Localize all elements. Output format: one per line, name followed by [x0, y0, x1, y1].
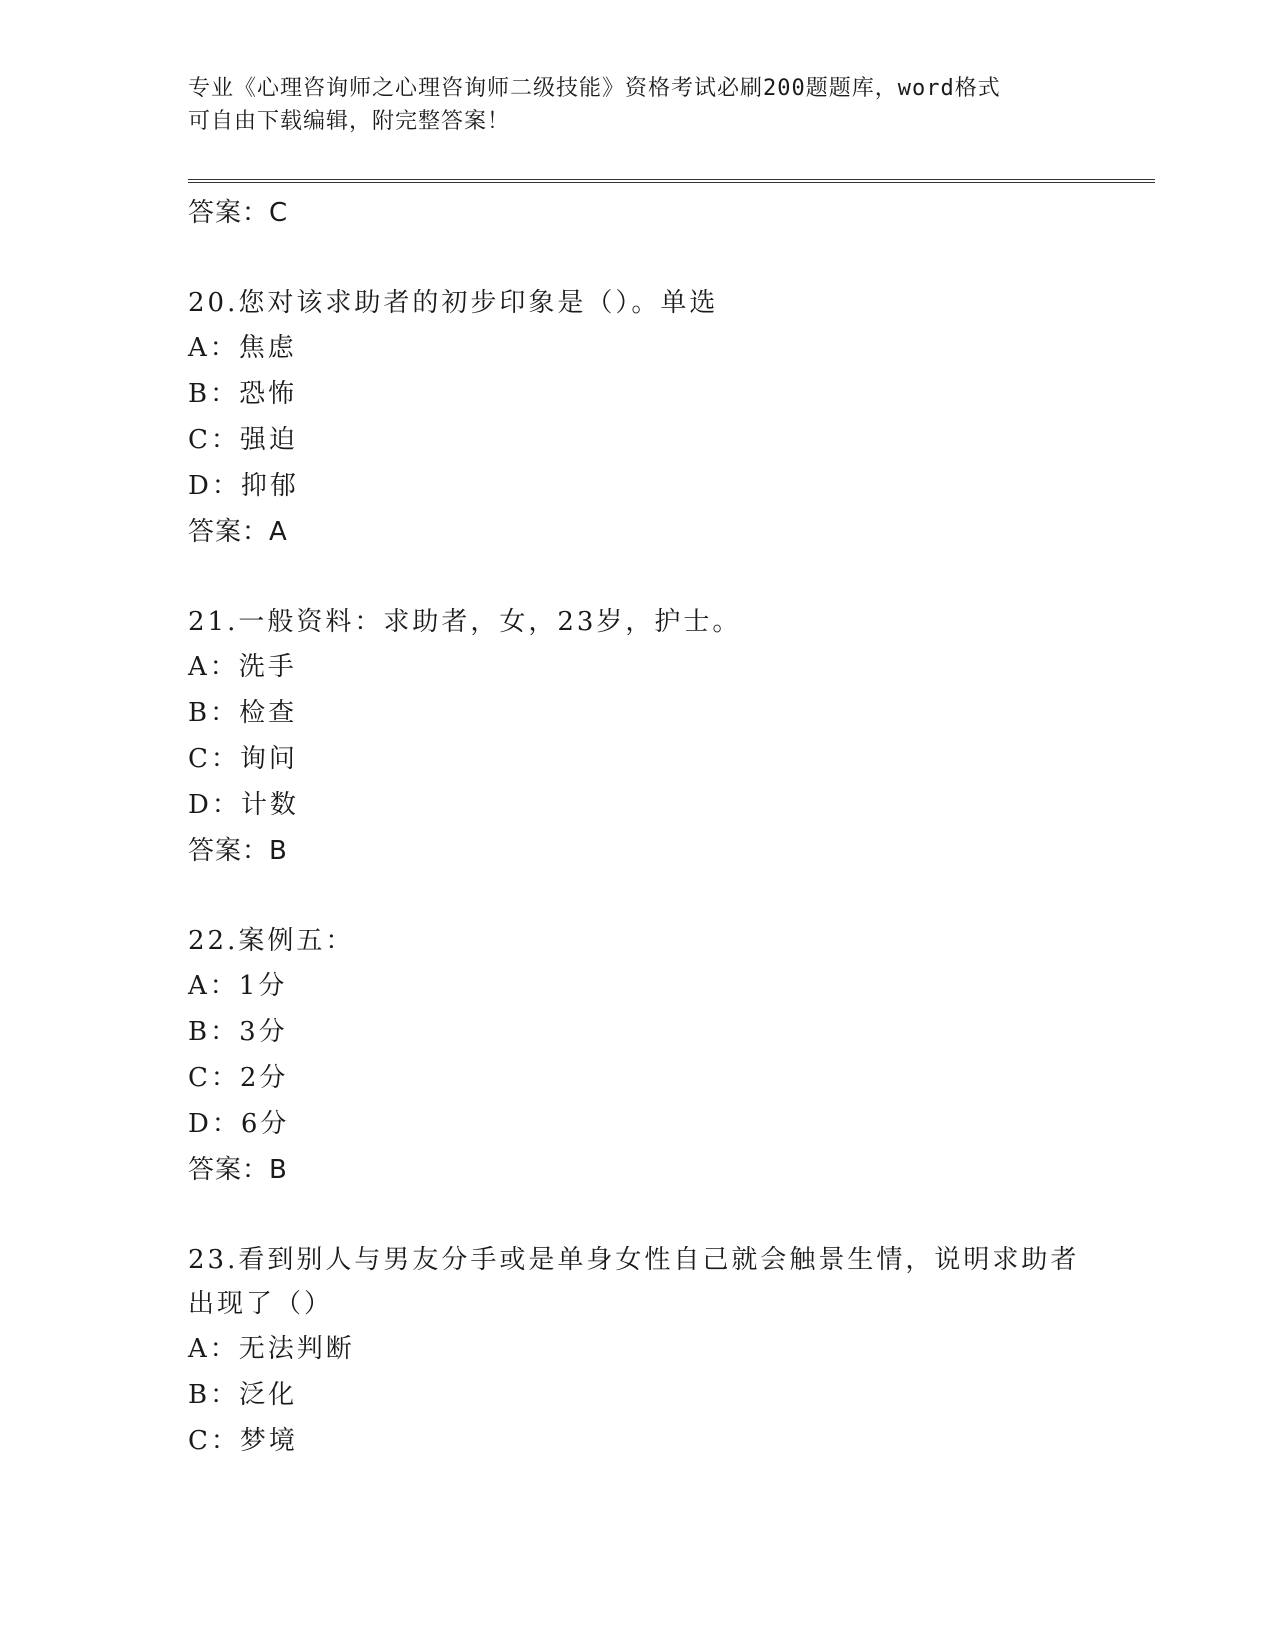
- option-b: B：检查: [188, 698, 298, 728]
- option-b: B：3分: [188, 1017, 288, 1047]
- question-stem: 21.一般资料：求助者，女，23岁，护士。: [188, 607, 742, 637]
- header-divider: [188, 179, 1155, 183]
- option-d: D：6分: [188, 1109, 290, 1139]
- option-d: D：抑郁: [188, 471, 299, 501]
- option-c: C：询问: [188, 744, 298, 774]
- question-stem: 20.您对该求助者的初步印象是（）。单选: [188, 288, 719, 318]
- option-d: D：计数: [188, 790, 299, 820]
- option-c: C：强迫: [188, 425, 298, 455]
- option-a: A：1分: [188, 971, 288, 1001]
- option-b: B：泛化: [188, 1380, 298, 1410]
- question-stem: 23.看到别人与男友分手或是单身女性自己就会触景生情，说明求助者出现了（）: [188, 1245, 1080, 1319]
- option-a: A：焦虑: [188, 333, 297, 363]
- question-stem: 22.案例五：: [188, 926, 355, 956]
- answer-line: 答案：C: [188, 198, 289, 228]
- question-20: [188, 281, 1088, 555]
- option-c: C：梦境: [188, 1426, 298, 1456]
- header-line-1: 专业《心理咨询师之心理咨询师二级技能》资格考试必刷200题题库，word格式: [188, 76, 1001, 101]
- option-c: C：2分: [188, 1063, 289, 1093]
- header-line-2: 可自由下载编辑，附完整答案！: [188, 109, 511, 134]
- answer-line: 答案：B: [188, 1155, 288, 1185]
- answer-line: 答案：A: [188, 517, 288, 547]
- option-a: A：无法判断: [188, 1334, 355, 1364]
- option-a: A：洗手: [188, 652, 297, 682]
- question-21: [188, 600, 1088, 874]
- option-b: B：恐怖: [188, 379, 298, 409]
- question-list: [188, 190, 1088, 1464]
- question-23: [188, 1238, 1088, 1464]
- question-22: [188, 919, 1088, 1193]
- answer-line: 答案：B: [188, 836, 288, 866]
- document-header: [188, 72, 1088, 138]
